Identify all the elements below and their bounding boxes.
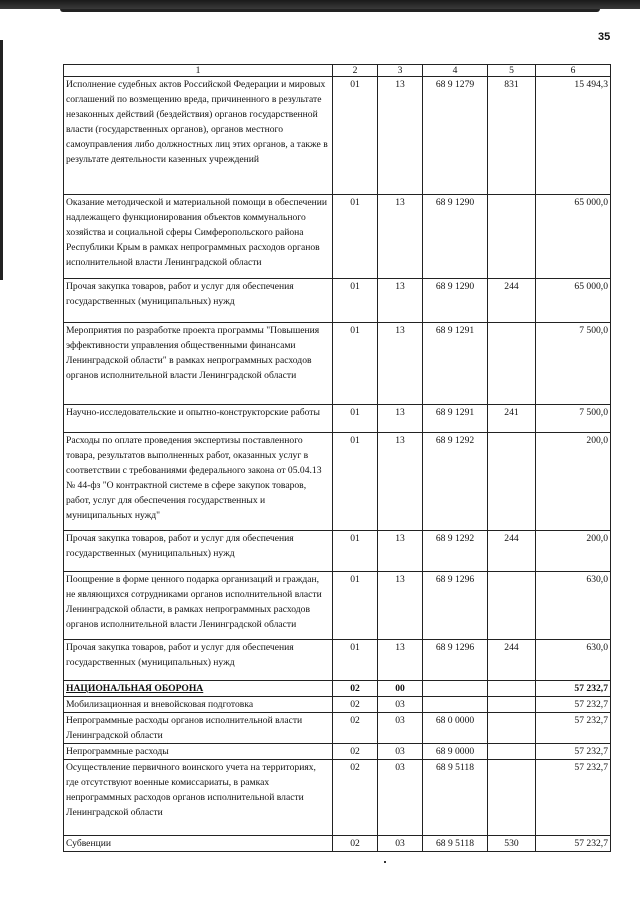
subsection-code: 03 [378, 836, 423, 852]
subsection-code: 13 [378, 279, 423, 323]
target-article-code: 68 9 1290 [423, 279, 488, 323]
target-article-code: 68 9 1291 [423, 405, 488, 433]
row-description: Прочая закупка товаров, работ и услуг для обеспечения государственных (муниципальных) нужд [64, 640, 333, 681]
column-header: 1 [64, 65, 333, 77]
row-description: Непрограммные расходы [64, 744, 333, 760]
target-article-code: 68 0 0000 [423, 713, 488, 744]
expense-type-code: 831 [488, 77, 536, 195]
table-row [64, 572, 611, 640]
subsection-code: 00 [378, 681, 423, 697]
table-header-row [64, 65, 611, 77]
section-code: 02 [333, 681, 378, 697]
table-row [64, 279, 611, 323]
subsection-code: 13 [378, 405, 423, 433]
expense-type-code [488, 697, 536, 713]
target-article-code [423, 697, 488, 713]
subsection-code: 13 [378, 77, 423, 195]
expense-type-code [488, 433, 536, 531]
scan-top-edge [60, 9, 600, 12]
subsection-code: 13 [378, 195, 423, 279]
amount-cell: 7 500,0 [536, 323, 611, 405]
subsection-code: 13 [378, 433, 423, 531]
expense-type-code [488, 323, 536, 405]
subsection-code: 13 [378, 572, 423, 640]
table-row [64, 760, 611, 836]
table-row [64, 405, 611, 433]
column-header: 5 [488, 65, 536, 77]
subsection-code: 03 [378, 744, 423, 760]
scan-left-margin-mark [0, 40, 3, 280]
column-header: 4 [423, 65, 488, 77]
scan-dust-dot [384, 861, 386, 863]
expense-type-code: 530 [488, 836, 536, 852]
row-description: Осуществление первичного воинского учета на территориях, где отсутствуют военные комиссариаты, в рамках непрограммных расходов органов исполнительной власти Ленинградской области [64, 760, 333, 836]
row-description: Мобилизационная и вневойсковая подготовка [64, 697, 333, 713]
section-code: 01 [333, 640, 378, 681]
target-article-code: 68 9 5118 [423, 836, 488, 852]
budget-table-body [64, 65, 611, 852]
budget-table [63, 64, 611, 852]
expense-type-code: 241 [488, 405, 536, 433]
amount-cell: 57 232,7 [536, 744, 611, 760]
column-header: 3 [378, 65, 423, 77]
row-description: НАЦИОНАЛЬНАЯ ОБОРОНА [64, 681, 333, 697]
expense-type-code [488, 195, 536, 279]
row-description: Мероприятия по разработке проекта программы "Повышения эффективности управления общественными финансами Ленинградской области" в рамках непрограммных расходов органов исполнительной власти Ленинградской области [64, 323, 333, 405]
section-code: 01 [333, 572, 378, 640]
target-article-code: 68 9 1292 [423, 433, 488, 531]
amount-cell: 57 232,7 [536, 836, 611, 852]
target-article-code: 68 9 1296 [423, 572, 488, 640]
target-article-code: 68 9 1291 [423, 323, 488, 405]
expense-type-code [488, 681, 536, 697]
row-description: Поощрение в форме ценного подарка организаций и граждан, не являющихся сотрудниками органов исполнительной власти Ленинградской области, в рамках непрограммных расходов органов исполнительной власти Ленинградской области [64, 572, 333, 640]
target-article-code [423, 681, 488, 697]
scan-top-shadow [0, 0, 640, 9]
amount-cell: 57 232,7 [536, 760, 611, 836]
row-description: Оказание методической и материальной помощи в обеспечении надлежащего функционирования объектов коммунального хозяйства и социальной сферы Симферопольского района Республики Крым в рамках непрограммных расходов органов исполнительной власти Ленинградской области [64, 195, 333, 279]
amount-cell: 15 494,3 [536, 77, 611, 195]
amount-cell: 630,0 [536, 640, 611, 681]
section-code: 01 [333, 77, 378, 195]
column-header: 6 [536, 65, 611, 77]
row-description: Прочая закупка товаров, работ и услуг для обеспечения государственных (муниципальных) нужд [64, 531, 333, 572]
section-code: 02 [333, 744, 378, 760]
table-row [64, 713, 611, 744]
subsection-code: 03 [378, 697, 423, 713]
table-row [64, 323, 611, 405]
row-description: Субвенции [64, 836, 333, 852]
row-description: Непрограммные расходы органов исполнительной власти Ленинградской области [64, 713, 333, 744]
table-row [64, 433, 611, 531]
expense-type-code: 244 [488, 640, 536, 681]
amount-cell: 630,0 [536, 572, 611, 640]
subsection-code: 03 [378, 760, 423, 836]
expense-type-code: 244 [488, 531, 536, 572]
target-article-code: 68 9 1296 [423, 640, 488, 681]
section-code: 01 [333, 405, 378, 433]
section-code: 02 [333, 836, 378, 852]
expense-type-code [488, 713, 536, 744]
table-row [64, 195, 611, 279]
target-article-code: 68 9 5118 [423, 760, 488, 836]
amount-cell: 65 000,0 [536, 195, 611, 279]
row-description: Расходы по оплате проведения экспертизы поставленного товара, результатов выполненных работ, оказанных услуг в соответствии с требованиями федерального закона от 05.04.13 № 44-фз "О контрактной системе в сфере закупок товаров, работ, услуг для обеспечения государственных и муниципальных нужд" [64, 433, 333, 531]
row-description: Прочая закупка товаров, работ и услуг для обеспечения государственных (муниципальных) нужд [64, 279, 333, 323]
table-row [64, 640, 611, 681]
section-code: 01 [333, 195, 378, 279]
amount-cell: 57 232,7 [536, 697, 611, 713]
row-description: Научно-исследовательские и опытно-конструкторские работы [64, 405, 333, 433]
amount-cell: 200,0 [536, 531, 611, 572]
subsection-code: 03 [378, 713, 423, 744]
section-code: 02 [333, 713, 378, 744]
page-number: 35 [598, 31, 611, 43]
subsection-code: 13 [378, 531, 423, 572]
section-code: 01 [333, 433, 378, 531]
table-row [64, 744, 611, 760]
section-code: 01 [333, 531, 378, 572]
subsection-code: 13 [378, 640, 423, 681]
amount-cell: 57 232,7 [536, 713, 611, 744]
subsection-code: 13 [378, 323, 423, 405]
section-code: 01 [333, 279, 378, 323]
table-row [64, 77, 611, 195]
amount-cell: 65 000,0 [536, 279, 611, 323]
row-description: Исполнение судебных актов Российской Федерации и мировых соглашений по возмещению вреда, причиненного в результате незаконных действий (бездействия) органов государственной власти (государственных органов), органов местного самоуправления либо должностных лиц этих органов, а также в результате деятельности казенных учреждений [64, 77, 333, 195]
target-article-code: 68 9 0000 [423, 744, 488, 760]
amount-cell: 7 500,0 [536, 405, 611, 433]
target-article-code: 68 9 1292 [423, 531, 488, 572]
table-row [64, 697, 611, 713]
target-article-code: 68 9 1279 [423, 77, 488, 195]
expense-type-code [488, 760, 536, 836]
table-row [64, 531, 611, 572]
section-code: 02 [333, 697, 378, 713]
table-row [64, 681, 611, 697]
section-code: 01 [333, 323, 378, 405]
amount-cell: 57 232,7 [536, 681, 611, 697]
section-code: 02 [333, 760, 378, 836]
amount-cell: 200,0 [536, 433, 611, 531]
expense-type-code [488, 572, 536, 640]
target-article-code: 68 9 1290 [423, 195, 488, 279]
table-row [64, 836, 611, 852]
expense-type-code [488, 744, 536, 760]
expense-type-code: 244 [488, 279, 536, 323]
column-header: 2 [333, 65, 378, 77]
